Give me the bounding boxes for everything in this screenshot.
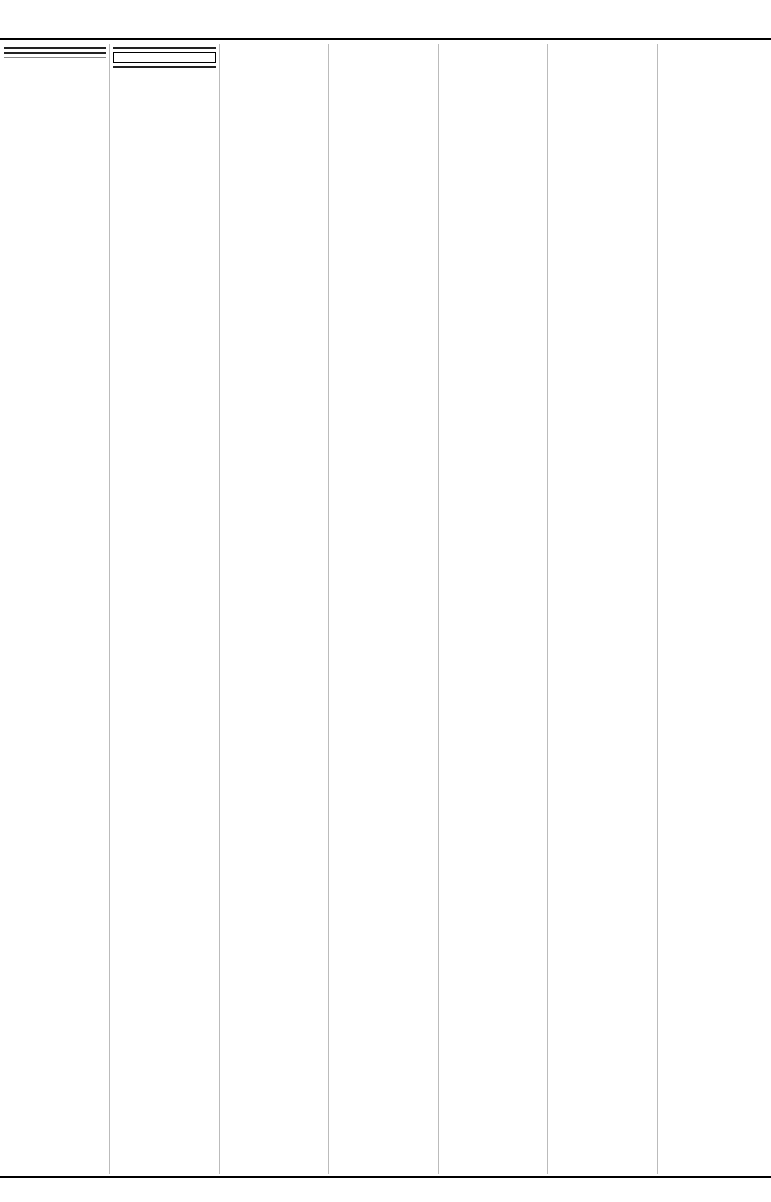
footer: [0, 1176, 771, 1202]
court-notice-box: [113, 52, 215, 63]
column-5: [442, 44, 548, 1174]
column-3: [223, 44, 329, 1174]
masthead-bar: [0, 0, 771, 40]
public-notices-heading: [113, 47, 215, 49]
public-notice-heading: [4, 52, 106, 54]
lost-found-heading: [4, 47, 106, 49]
classified-columns: [4, 44, 767, 1174]
public-notice-2-heading: [113, 66, 215, 68]
column-2: [113, 44, 219, 1174]
column-7: [661, 44, 767, 1174]
divider: [4, 57, 106, 58]
column-1: [4, 44, 110, 1174]
column-4: [332, 44, 438, 1174]
column-6: [551, 44, 657, 1174]
